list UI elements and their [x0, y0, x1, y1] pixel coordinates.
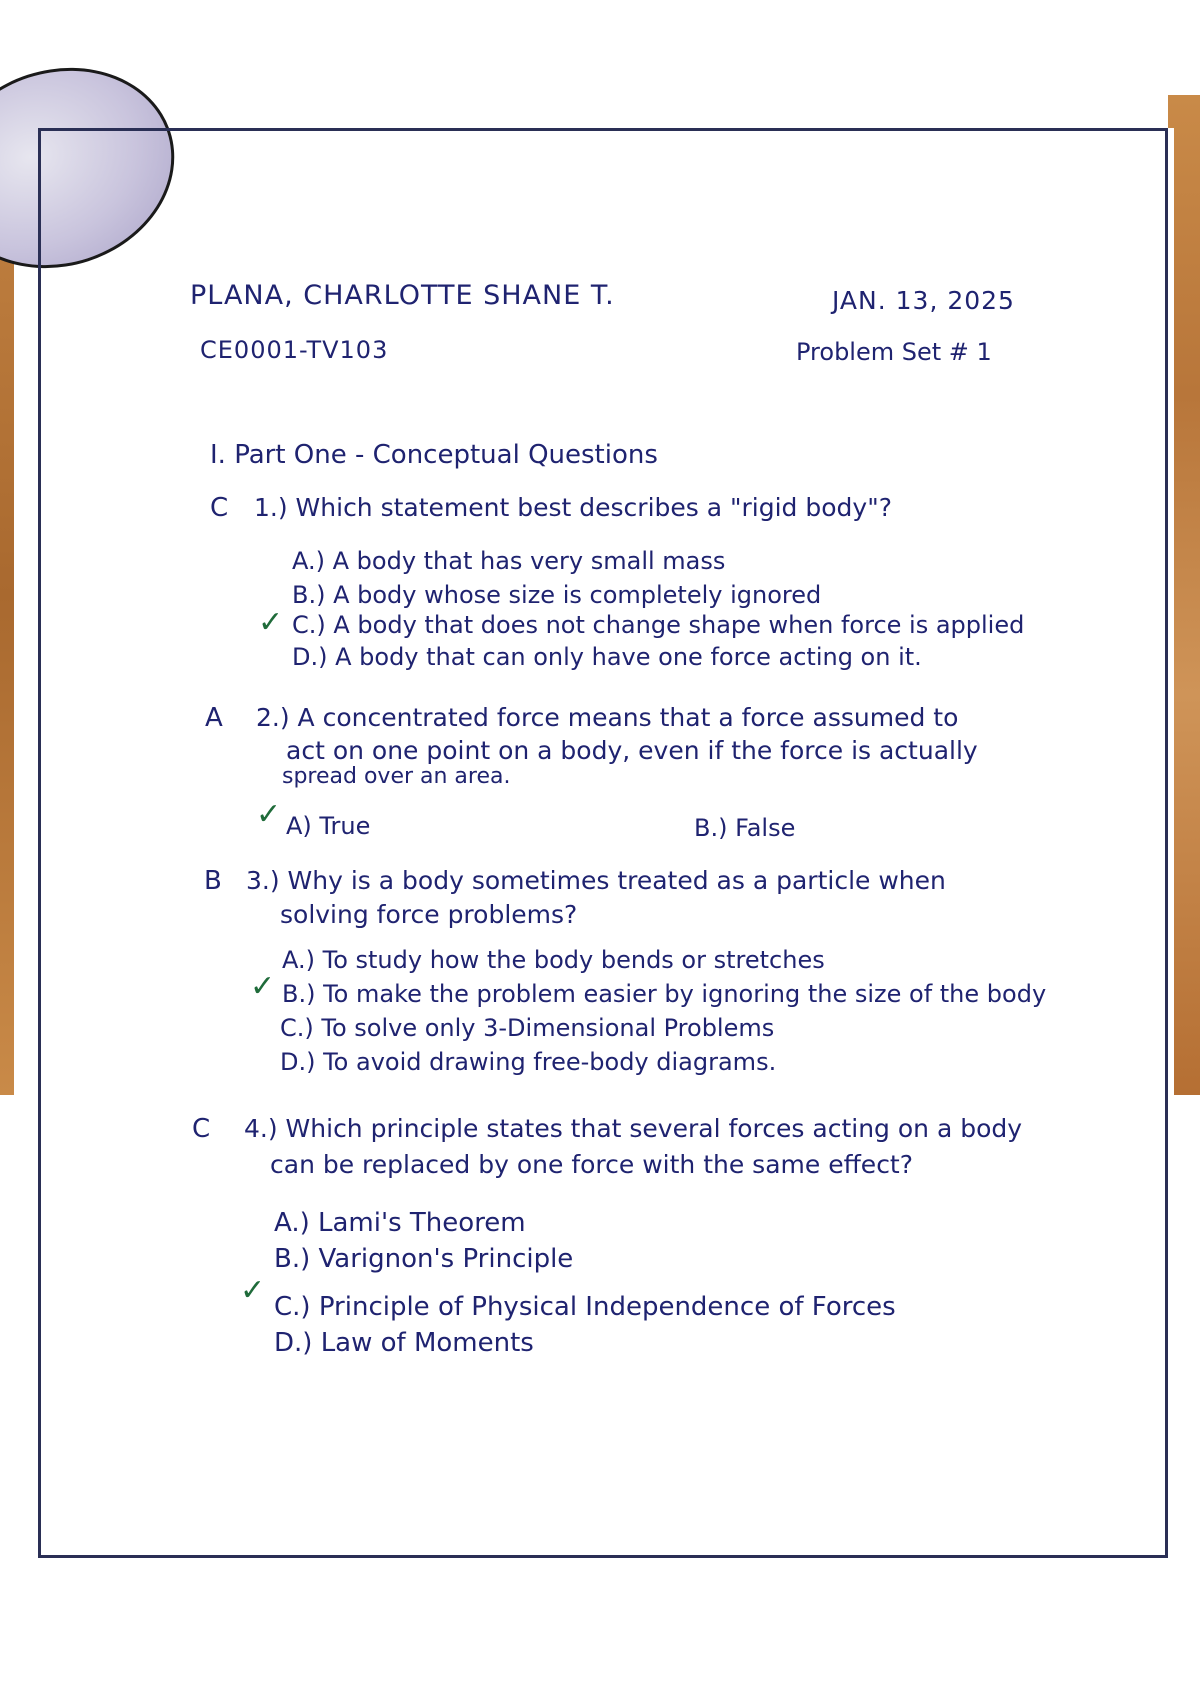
q1-option-a: A.) A body that has very small mass — [292, 547, 726, 575]
answer-letter-q4: C — [192, 1114, 211, 1144]
answer-letter-q2: A — [205, 703, 223, 733]
q4-option-c: C.) Principle of Physical Independence of Forces — [274, 1292, 896, 1322]
submission-date: JAN. 13, 2025 — [832, 286, 1015, 315]
question-1-text: 1.) Which statement best describes a "rigid body"? — [254, 493, 892, 522]
check-mark-icon: ✓ — [258, 605, 284, 640]
section-title: I. Part One - Conceptual Questions — [210, 440, 658, 470]
q1-option-d: D.) A body that can only have one force acting on it. — [292, 643, 922, 671]
q4-option-b: B.) Varignon's Principle — [274, 1244, 574, 1274]
check-mark-icon: ✓ — [250, 969, 276, 1004]
problem-set-label: Problem Set # 1 — [796, 338, 992, 366]
q4-option-a: A.) Lami's Theorem — [274, 1208, 526, 1238]
check-mark-icon: ✓ — [240, 1273, 266, 1308]
question-2-line-2: act on one point on a body, even if the force is actually — [286, 736, 978, 765]
question-2-line-1: 2.) A concentrated force means that a force assumed to — [256, 703, 959, 732]
question-2-line-3: spread over an area. — [282, 764, 511, 789]
q2-option-false: B.) False — [694, 814, 796, 842]
q1-option-c: C.) A body that does not change shape when force is applied — [292, 611, 1025, 639]
q3-option-d: D.) To avoid drawing free-body diagrams. — [280, 1048, 777, 1076]
q3-option-c: C.) To solve only 3-Dimensional Problems — [280, 1014, 775, 1042]
q3-option-a: A.) To study how the body bends or stretches — [282, 946, 825, 974]
q1-option-b: B.) A body whose size is completely ignored — [292, 581, 822, 609]
q4-option-d: D.) Law of Moments — [274, 1328, 534, 1358]
course-code: CE0001-TV103 — [200, 336, 389, 364]
q3-option-b: B.) To make the problem easier by ignoring the size of the body — [282, 980, 1047, 1008]
answer-letter-q1: C — [210, 493, 229, 523]
student-name: PLANA, CHARLOTTE SHANE T. — [190, 280, 615, 311]
question-4-line-1: 4.) Which principle states that several forces acting on a body — [244, 1114, 1023, 1143]
q2-option-true: A) True — [286, 812, 371, 840]
question-4-line-2: can be replaced by one force with the same effect? — [270, 1150, 914, 1179]
answer-letter-q3: B — [204, 866, 222, 896]
question-3-line-2: solving force problems? — [280, 900, 578, 929]
check-mark-icon: ✓ — [256, 797, 282, 832]
question-3-line-1: 3.) Why is a body sometimes treated as a particle when — [246, 866, 946, 895]
